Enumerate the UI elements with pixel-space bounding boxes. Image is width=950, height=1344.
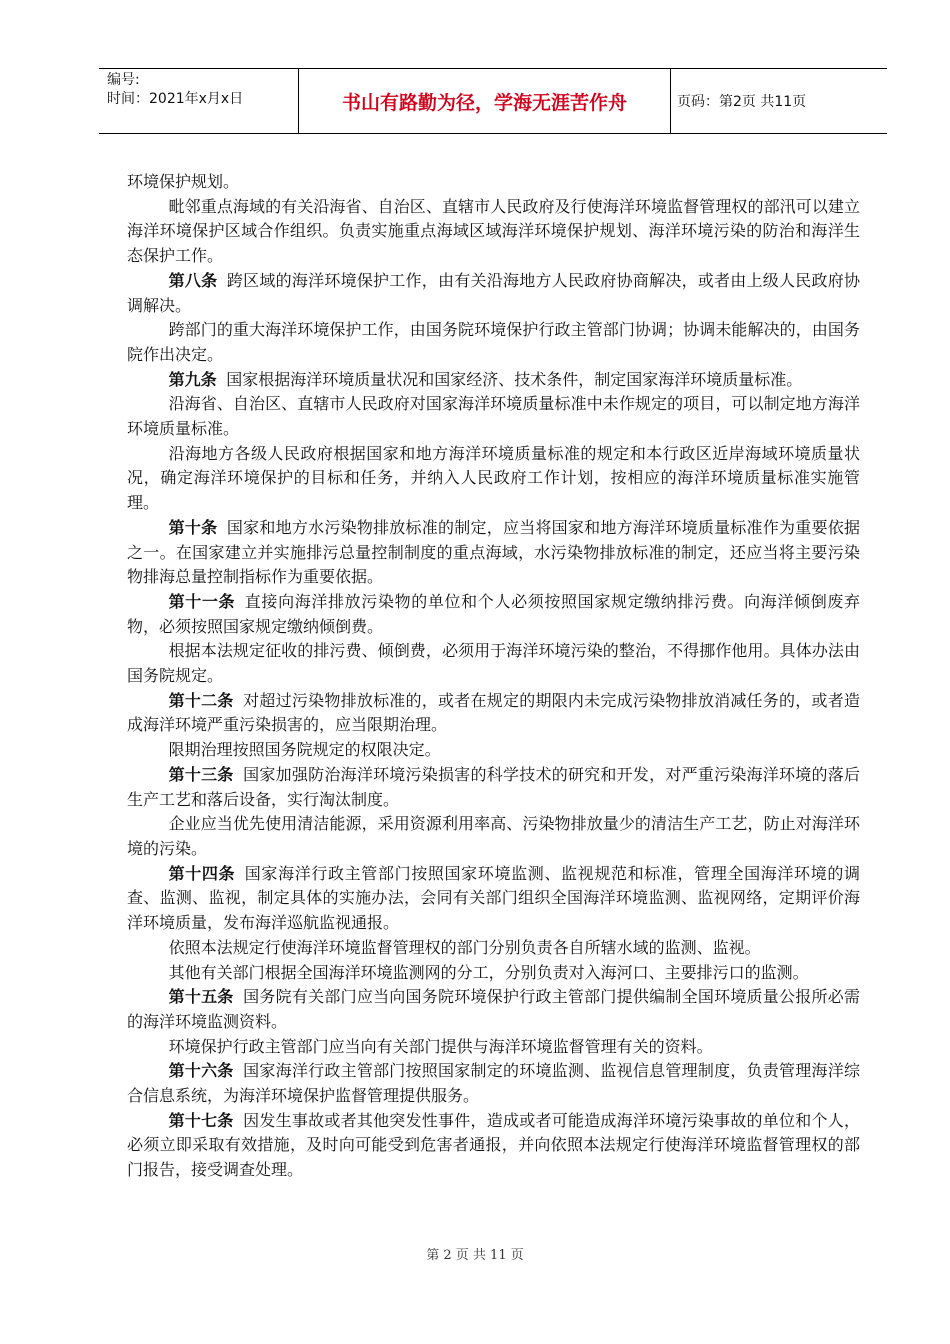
article-number: 第十五条 — [168, 987, 234, 1007]
paragraph-text: 国家海洋行政主管部门按照国家环境监测、监视规范和标准，管理全国海洋环境的调查、监测、监视，制定具体的实施办法，会同有关部门组织全国海洋环境监测、监视网络，定期评价海洋环境质量，发布海洋巡航监视通报。 — [127, 863, 860, 933]
article-paragraph — [127, 862, 860, 936]
body-paragraph — [127, 392, 860, 441]
page-header — [99, 68, 887, 134]
paragraph-text: 环境保护规划。 — [127, 172, 240, 191]
document-body — [127, 170, 860, 1183]
paragraph-text: 跨部门的重大海洋环境保护工作，由国务院环境保护行政主管部门协调；协调未能解决的，由国务院作出决定。 — [127, 320, 860, 364]
article-number: 第十四条 — [168, 863, 236, 883]
body-paragraph — [127, 639, 860, 688]
article-paragraph — [127, 590, 860, 639]
paragraph-text: 企业应当优先使用清洁能源，采用资源利用率高、污染物排放量少的清洁生产工艺，防止对海洋环境的污染。 — [127, 814, 860, 858]
article-paragraph — [127, 763, 860, 812]
article-number: 第十七条 — [168, 1110, 234, 1130]
paragraph-text: 沿海地方各级人民政府根据国家和地方海洋环境质量标准的规定和本行政区近岸海域环境质量状况，确定海洋环境保护的目标和任务，并纳入人民政府工作计划，按相应的海洋环境质量标准实施管理。 — [127, 443, 860, 513]
paragraph-text: 环境保护行政主管部门应当向有关部门提供与海洋环境监督管理有关的资料。 — [168, 1036, 713, 1056]
paragraph-text: 沿海省、自治区、直辖市人民政府对国家海洋环境质量标准中未作规定的项目，可以制定地方海洋环境质量标准。 — [127, 394, 860, 439]
article-number: 第十条 — [168, 517, 218, 537]
paragraph-text: 国家加强防治海洋环境污染损害的科学技术的研究和开发，对严重污染海洋环境的落后生产工艺和落后设备，实行淘汰制度。 — [127, 764, 860, 809]
article-number: 第十三条 — [168, 764, 234, 784]
paragraph-text: 毗邻重点海域的有关沿海省、自治区、直辖市人民政府及行使海洋环境监督管理权的部汛可以建立海洋环境保护区域合作组织。负责实施重点海域区域海洋环境保护规划、海洋环境污染的防治和海洋生态保护工作。 — [127, 196, 860, 266]
article-paragraph — [127, 269, 860, 318]
body-paragraph — [127, 936, 860, 961]
body-paragraph — [127, 1035, 860, 1060]
body-paragraph — [127, 812, 860, 861]
article-paragraph — [127, 368, 860, 393]
article-number: 第八条 — [168, 270, 218, 290]
paragraph-text: 跨区域的海洋环境保护工作，由有关沿海地方人民政府协商解决，或者由上级人民政府协调解决。 — [127, 270, 860, 315]
paragraph-text: 其他有关部门根据全国海洋环境监测网的分工，分别负责对入海河口、主要排污口的监测。 — [168, 962, 809, 982]
paragraph-text: 国家根据海洋环境质量状况和国家经济、技术条件，制定国家海洋环境质量标准。 — [226, 369, 803, 389]
article-number: 第十六条 — [168, 1061, 234, 1081]
paragraph-text: 依照本法规定行使海洋环境监督管理权的部门分别负责各自所辖水域的监测、监视。 — [168, 937, 761, 957]
paragraph-text: 国家和地方水污染物排放标准的制定，应当将国家和地方海洋环境质量标准作为重要依据之一。在国家建立并实施排污总量控制制度的重点海域，水污染物排放标准的制定，还应当将主要污染物排海总量控制指标作为重要依据。 — [127, 517, 860, 587]
article-paragraph — [127, 985, 860, 1034]
article-paragraph — [127, 1059, 860, 1108]
article-paragraph — [127, 689, 860, 738]
article-number: 第十一条 — [168, 591, 236, 611]
page-footer: 第 2 页 共 11 页 — [426, 1248, 524, 1263]
body-paragraph — [127, 738, 860, 763]
paragraph-text: 因发生事故或者其他突发性事件，造成或者可能造成海洋环境污染事故的单位和个人，必须立即采取有效措施，及时向可能受到危害者通报，并向依照本法规定行使海洋环境监督管理权的部门报告，接受调查处理。 — [127, 1110, 860, 1180]
header-info-cell — [99, 69, 299, 133]
paragraph-text: 国务院有关部门应当向国务院环境保护行政主管部门提供编制全国环境质量公报所必需的海洋环境监测资料。 — [127, 987, 860, 1031]
article-paragraph — [127, 516, 860, 590]
document-number-label: 编号: — [107, 72, 140, 88]
body-paragraph — [127, 170, 860, 195]
article-number: 第十二条 — [168, 690, 234, 710]
article-paragraph — [127, 1109, 860, 1183]
paragraph-text: 对超过污染物排放标准的，或者在规定的期限内未完成污染物排放消减任务的，或者造成海洋环境严重污染损害的，应当限期治理。 — [127, 690, 860, 735]
paragraph-text: 直接向海洋排放污染物的单位和个人必须按照国家规定缴纳排污费。向海洋倾倒废弃物，必须按照国家规定缴纳倾倒费。 — [127, 591, 860, 636]
paragraph-text: 根据本法规定征收的排污费、倾倒费，必须用于海洋环境污染的整治，不得挪作他用。具体办法由国务院规定。 — [127, 641, 860, 686]
document-time-label: 时间：2021年x月x日 — [107, 91, 244, 107]
paragraph-text: 国家海洋行政主管部门按照国家制定的环境监测、监视信息管理制度，负责管理海洋综合信息系统，为海洋环境保护监督管理提供服务。 — [127, 1061, 860, 1106]
body-paragraph — [127, 318, 860, 367]
body-paragraph — [127, 961, 860, 986]
body-paragraph — [127, 442, 860, 516]
paragraph-text: 限期治理按照国务院规定的权限决定。 — [168, 740, 441, 760]
article-number: 第九条 — [168, 369, 217, 389]
body-paragraph — [127, 195, 860, 269]
header-page-number: 页码：第2页 共11页 — [677, 94, 807, 110]
header-motto: 书山有路勤为径，学海无涯苦作舟 — [299, 69, 671, 133]
